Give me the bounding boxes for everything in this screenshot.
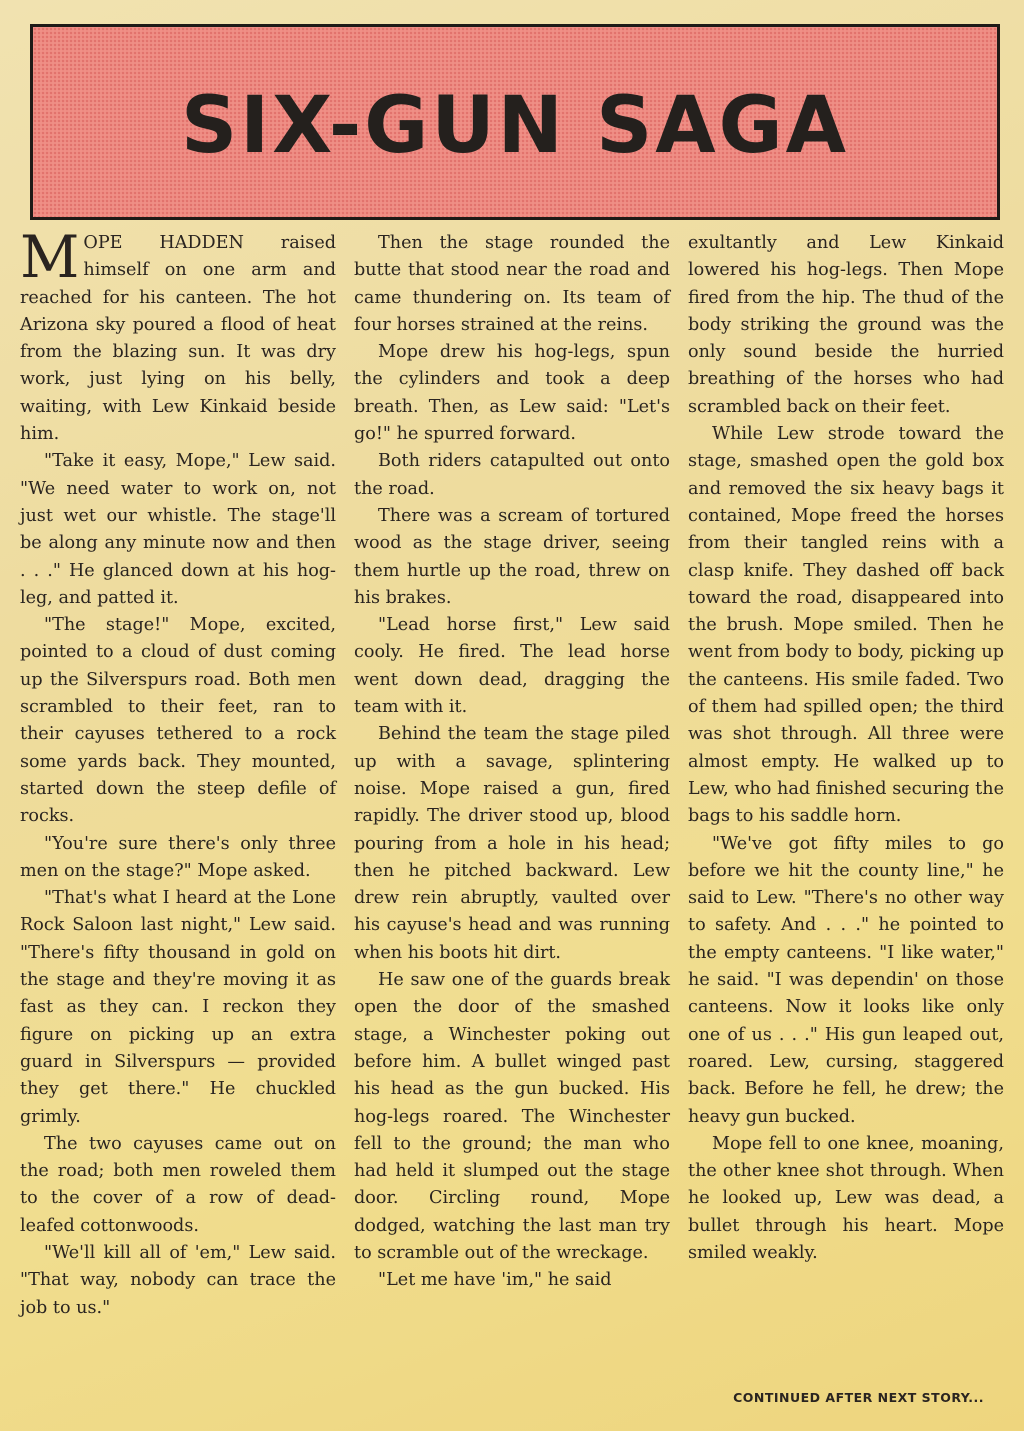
paragraph: Mope fell to one knee, moaning, the other knee shot through. When he looked up, Lew was dead, a bullet through his heart. Mope smiled weakly. <box>688 1133 1004 1263</box>
continued-note: CONTINUED AFTER NEXT STORY... <box>733 1390 984 1405</box>
paragraph: There was a scream of tortured wood as the stage driver, seeing them hurtle up the road, threw on his brakes. <box>354 505 670 608</box>
text-column-2 <box>354 230 670 1295</box>
paragraph: "We've got fifty miles to go before we hit the county line," he said to Lew. "There's no other way to safety. And . . ." he pointed to the empty canteens. "I like water," he said. "I was dependin' on those canteens. Now it looks like only one of us . . ." His gun leaped out, roared. Lew, cursing, staggered back. Before he fell, he drew; the heavy gun bucked. <box>688 833 1004 1127</box>
paragraph <box>20 223 337 448</box>
drop-cap: M <box>20 223 80 291</box>
title-banner <box>30 24 1000 220</box>
paragraph: The two cayuses came out on the road; both men roweled them to the cover of a row of dead-leafed cottonwoods. <box>20 1133 336 1236</box>
lead-in: OPE HADDEN <box>83 233 244 253</box>
paragraph: Behind the team the stage piled up with a savage, splintering noise. Mope raised a gun, fired rapidly. The driver stood up, blood pouring from a hole in his head; then he pitched backward. Lew drew rein abruptly, vaulted over his cayuse's head and was running when his boots hit dirt. <box>354 724 670 963</box>
paragraph: Both riders catapulted out onto the road. <box>354 451 670 499</box>
paragraph: "That's what I heard at the Lone Rock Saloon last night," Lew said. "There's fifty thousand in gold on the stage and they're moving it as fast as they can. I reckon they figure on picking up an extra guard in Silverspurs — provided they get there." He chuckled grimly. <box>20 888 336 1127</box>
text-column-1 <box>20 223 337 1322</box>
paragraph: "Take it easy, Mope," Lew said. "We need water to work on, not just wet our whistle. The stage'll be along any minute now and then . . ." He glanced down at his hog-leg, and patted it. <box>20 451 336 608</box>
paragraph-text: raised himself on one arm and reached for his canteen. The hot Arizona sky poured a flood of heat from the blazing sun. It was dry work, just lying on his belly, waiting, with Lew Kinkaid beside him. <box>20 233 337 445</box>
paragraph: Then the stage rounded the butte that stood near the road and came thundering on. Its team of four horses strained at the reins. <box>354 233 670 335</box>
paragraph: He saw one of the guards break open the door of the smashed stage, a Winchester poking out before him. A bullet winged past his head as the gun bucked. His hog-legs roared. The Winchester fell to the ground; the man who had held it slumped out the stage door. Circling round, Mope dodged, watching the last man try to scramble out of the wreckage. <box>354 970 670 1263</box>
paragraph: "The stage!" Mope, excited, pointed to a cloud of dust coming up the Silverspurs road. Both men scrambled to their feet, ran to their cayuses tethered to a rock some yards back. They mounted, started down the steep defile of rocks. <box>20 615 336 827</box>
paragraph: "You're sure there's only three men on the stage?" Mope asked. <box>20 833 336 881</box>
story-title: SIX-GUN SAGA <box>180 81 850 171</box>
paragraph: While Lew strode toward the stage, smashed open the gold box and removed the six heavy bags it contained, Mope freed the horses from their tangled reins with a clasp knife. They dashed off back toward the road, disappeared into the brush. Mope smiled. Then he went from body to body, picking up the canteens. His smile faded. Two of them had spilled open; the third was shot through. All three were almost empty. He walked up to Lew, who had finished securing the bags to his saddle horn. <box>688 424 1004 827</box>
paragraph: Mope drew his hog-legs, spun the cylinders and took a deep breath. Then, as Lew said: "Let's go!" he spurred forward. <box>354 342 670 445</box>
paragraph: exultantly and Lew Kinkaid lowered his hog-legs. Then Mope fired from the hip. The thud of the body striking the ground was the only sound beside the hurried breathing of the horses who had scrambled back on their feet. <box>688 233 1004 417</box>
paragraph: "We'll kill all of 'em," Lew said. "That way, nobody can trace the job to us." <box>20 1242 336 1318</box>
text-column-3 <box>688 230 1004 1267</box>
paragraph: "Let me have 'im," he said <box>378 1270 612 1291</box>
paragraph: "Lead horse first," Lew said cooly. He fired. The lead horse went down dead, dragging the team with it. <box>354 615 670 718</box>
